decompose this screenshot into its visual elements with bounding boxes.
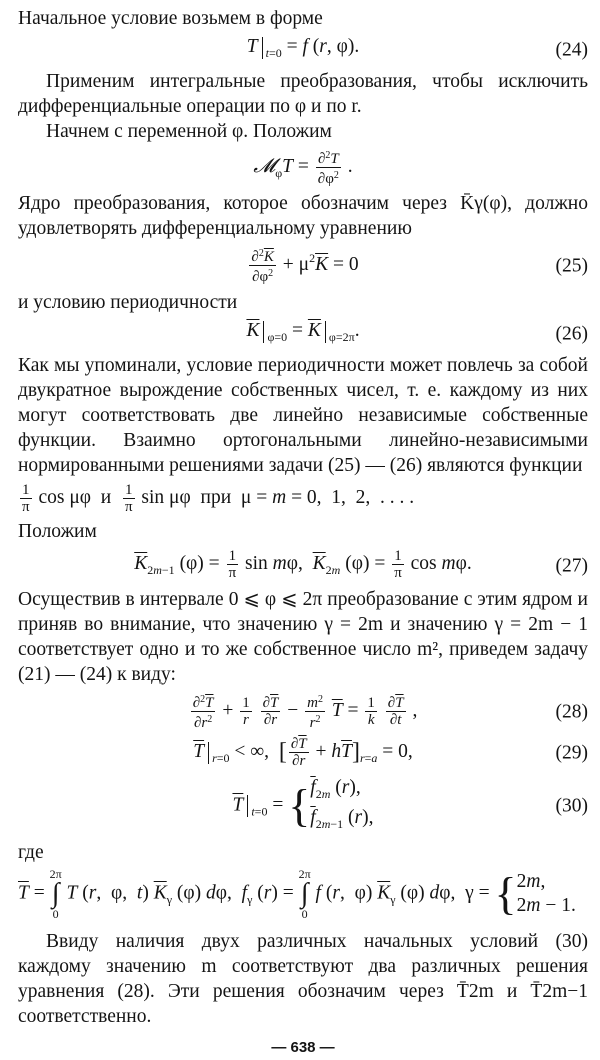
equation-transform-definitions: $\overline{T}$ = 2π ∫ 0 T (r, φ, t) $\overline{K}_\gamma$ (φ) dφ, $f_\gamma$ (r) = 2π ∫ 0 f (r, φ) $\overline{K}_\gamma$ (φ) dφ, γ = { 2m, 2m − 1. bbox=[18, 866, 576, 921]
paragraph-periodicity: и условию периодичности bbox=[18, 292, 238, 314]
equation-30: $\overline{T}$ $_{t=0}$ = { $\overline{f}_{2m}$ (r), $\overline{f}_{2m-1}$ (r), (30) bbox=[232, 776, 588, 831]
equation-28: $\frac{\partial^2\overline{T}}{\partial r^2}$ + $\frac{1}{r}$ $\frac{\partial\overline{T}}{\partial r}$ − $\frac{m^2}{r^2}$ $\overline{T}$ = $\frac{1}{k}$ $\frac{\partial\overline{T}}{\partial t}$ , (28) bbox=[192, 694, 588, 731]
equation-functions: $\frac{1}{\pi}$ cos μφ и $\frac{1}{\pi}$ sin μφ при μ = m = 0, 1, 2, . . . . bbox=[22, 482, 415, 516]
equation-number-27: (27) bbox=[555, 555, 588, 577]
equation-number-24: (24) bbox=[555, 39, 588, 61]
paragraph-let: Положим bbox=[18, 521, 97, 543]
paragraph-start-variable: Начнем с переменной φ. Положим bbox=[46, 121, 332, 142]
paragraph-transform-interval: Осуществив в интервале 0 ⩽ φ ⩽ 2π преобразование с этим ядром и приняв во внимание, что значению γ = 2m и значению γ = 2m − 1 соответствует одно и то же собственное число m², приведем задачу (21) — (24) к виду: bbox=[18, 589, 588, 685]
paragraph-integral-transforms: Применим интегральные преобразования, чтобы исключить дифференциальные операции по φ и по r. bbox=[18, 71, 588, 117]
equation-number-26: (26) bbox=[555, 323, 588, 345]
paragraph-kernel: Ядро преобразования, которое обозначим через K̄γ(φ), должно удовлетворять дифференциальному уравнению bbox=[18, 193, 588, 239]
paragraph-where: где bbox=[18, 841, 44, 863]
equation-operator: 𝓜$_\varphi$T = $\frac{\partial^2T}{\partial\varphi^2}$ . bbox=[253, 150, 353, 187]
equation-number-29: (29) bbox=[555, 742, 588, 764]
equation-24: T $_{t=0}$ = f (r, φ). (24) bbox=[246, 36, 588, 61]
equation-number-28: (28) bbox=[555, 701, 588, 722]
paragraph-two-solutions: Ввиду наличия двух различных начальных условий (30) каждому значению m соответствуют два различных решения уравнения (28). Эти решения обозначим через T̄2m и T̄2m−1 соответственно. bbox=[18, 930, 588, 1027]
equation-number-30: (30) bbox=[555, 795, 588, 817]
equation-number-25: (25) bbox=[555, 255, 588, 277]
document-page bbox=[18, 6, 588, 1060]
equation-26: $\overline{K}$ $_{\varphi=0} = \overline{K}$ $_{\varphi=2\pi}$. (26) bbox=[246, 320, 588, 345]
page-number: — 638 — bbox=[271, 1038, 335, 1056]
paragraph-initial-condition: Начальное условие возьмем в форме bbox=[18, 8, 323, 29]
equation-25: $\frac{\partial^2\overline{K}}{\partial\varphi^2}$ + $\mu^2\overline{K} = 0$ (25) bbox=[251, 248, 588, 286]
equation-27: $\overline{K}_{2m-1}$ (φ) = $\frac{1}{\pi}$ sin mφ, $\overline{K}_{2m}$ (φ) = $\frac{1}{\pi}$ cos mφ. (27) bbox=[134, 548, 588, 582]
paragraph-degeneracy: Как мы упоминали, условие периодичности может повлечь за собой двукратное вырождение собственных чисел, т. е. каждому из них могут соответствовать две линейно независимые собственные функции. Взаимно ортогональными линейно-независимыми нормированными решениями задачи (25) — (26) являются функции bbox=[18, 355, 588, 477]
equation-29: $\overline{T}$ $_{r=0}$ < ∞, [ $\frac{\partial\overline{T}}{\partial r}$ + $h\overline{T}]_{r=a} = 0$, (29) bbox=[193, 736, 588, 769]
